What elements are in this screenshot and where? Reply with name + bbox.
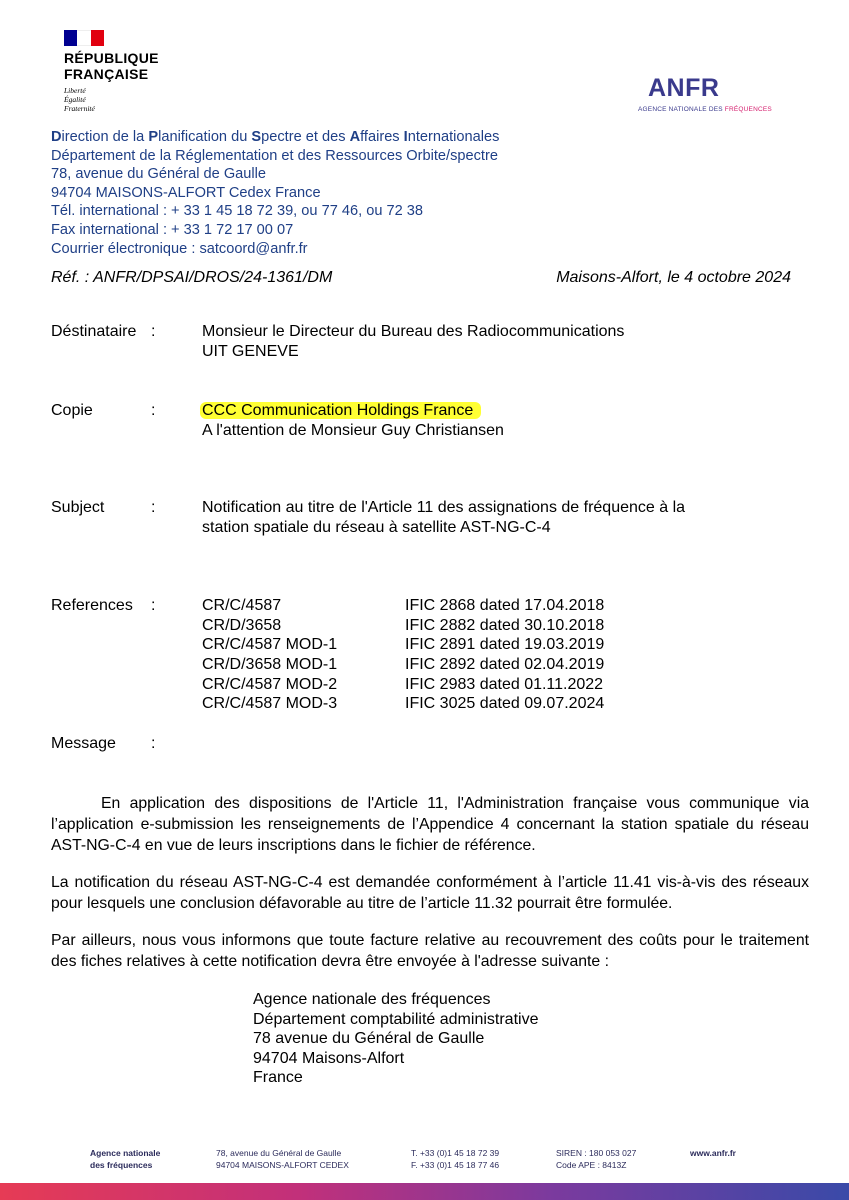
footer-address: 78, avenue du Général de Gaulle 94704 MAISONS-ALFORT CEDEX bbox=[216, 1148, 349, 1170]
reference-ific: IFIC 2891 dated 19.03.2019 bbox=[405, 636, 605, 653]
republique-francaise-logo bbox=[64, 30, 184, 113]
billing-address: Agence nationale des fréquences Département comptabilité administrative 78 avenue du Général de Gaulle 94704 Maisons-Alfort France bbox=[253, 991, 539, 1087]
colon: : bbox=[151, 402, 156, 419]
city-line: 94704 MAISONS-ALFORT Cedex France bbox=[51, 184, 321, 201]
body-paragraph-1: En application des dispositions de l'Article 11, l'Administration française vous communique via l’application e-submission les renseignements de l’Appendice 4 concernant la station spatiale du réseau AST-NG-C-4 en vue de leurs inscriptions dans le fichier de référence. bbox=[51, 795, 809, 854]
reference-code: CR/C/4587 MOD-1 bbox=[202, 636, 338, 653]
reference-code: CR/C/4587 MOD-3 bbox=[202, 695, 338, 712]
street-line: 78, avenue du Général de Gaulle bbox=[51, 166, 267, 183]
colon: : bbox=[151, 323, 156, 340]
reference-code: CR/C/4587 MOD-2 bbox=[202, 676, 338, 693]
anfr-waveform-icon bbox=[612, 26, 782, 78]
reference-ific: IFIC 2882 dated 30.10.2018 bbox=[405, 617, 605, 634]
subject-value: Notification au titre de l'Article 11 des assignations de fréquence à la station spatiale du réseau à satellite AST-NG-C-4 bbox=[202, 499, 686, 536]
reference-ific: IFIC 2892 dated 02.04.2019 bbox=[405, 656, 605, 673]
french-flag-icon bbox=[64, 30, 104, 46]
email-line: Courrier électronique : satcoord@anfr.fr bbox=[51, 240, 308, 257]
footer-website-link[interactable]: www.anfr.fr bbox=[690, 1148, 736, 1158]
footer-gradient-bar bbox=[0, 1183, 849, 1200]
message-label: Message bbox=[51, 735, 116, 752]
footer-phone: T. +33 (0)1 45 18 72 39 F. +33 (0)1 45 18 77 46 bbox=[411, 1148, 500, 1170]
rf-motto: Liberté Égalité Fraternité bbox=[64, 86, 95, 113]
body-paragraph-3: Par ailleurs, nous vous informons que toute facture relative au recouvrement des coûts pour le traitement des fiches relatives à cette notification devra être envoyée à l'adresse suivante : bbox=[51, 932, 809, 970]
subject-label: Subject bbox=[51, 499, 105, 516]
place-date: Maisons-Alfort, le 4 octobre 2024 bbox=[556, 269, 791, 286]
destinataire-value: Monsieur le Directeur du Bureau des Radiocommunications UIT GENEVE bbox=[202, 323, 625, 360]
references-label: References bbox=[51, 597, 133, 614]
reference-code: CR/C/4587 bbox=[202, 597, 282, 614]
reference-code: CR/D/3658 MOD-1 bbox=[202, 656, 338, 673]
anfr-wordmark: ANFR bbox=[648, 74, 720, 102]
direction-title: Direction de la Planification du Spectre et des Affaires Internationales bbox=[51, 129, 500, 145]
rf-name: RÉPUBLIQUE FRANÇAISE bbox=[64, 50, 159, 82]
colon: : bbox=[151, 499, 156, 516]
anfr-logo bbox=[612, 26, 782, 121]
reference-ific: IFIC 3025 dated 09.07.2024 bbox=[405, 695, 605, 712]
footer-agency: Agence nationale des fréquences bbox=[90, 1148, 161, 1170]
reference-number: Réf. : ANFR/DPSAI/DROS/24-1361/DM bbox=[51, 269, 333, 286]
body-paragraph-2: La notification du réseau AST-NG-C-4 est demandée conformément à l’article 11.41 vis-à-vis des réseaux pour lesquels une conclusion défavorable au titre de l’article 11.32 pourrait être formulée. bbox=[51, 874, 809, 912]
phone-line: Tél. international : + 33 1 45 18 72 39, ou 77 46, ou 72 38 bbox=[51, 203, 424, 220]
reference-ific: IFIC 2983 dated 01.11.2022 bbox=[405, 676, 604, 693]
highlighted-recipient: CCC Communication Holdings France bbox=[200, 402, 481, 419]
department-line: Département de la Réglementation et des Ressources Orbite/spectre bbox=[51, 147, 498, 164]
colon: : bbox=[151, 597, 156, 614]
footer-siren: SIREN : 180 053 027 Code APE : 8413Z bbox=[556, 1148, 637, 1170]
copie-label: Copie bbox=[51, 402, 93, 419]
destinataire-label: Déstinataire bbox=[51, 323, 137, 340]
colon: : bbox=[151, 735, 156, 752]
copie-value: CCC Communication Holdings France A l'attention de Monsieur Guy Christiansen bbox=[202, 402, 504, 439]
sender-address-block bbox=[51, 128, 499, 258]
reference-ific: IFIC 2868 dated 17.04.2018 bbox=[405, 597, 605, 614]
fax-line: Fax international : + 33 1 72 17 00 07 bbox=[51, 221, 294, 238]
reference-code: CR/D/3658 bbox=[202, 617, 282, 634]
anfr-tagline: AGENCE NATIONALE DES FRÉQUENCES bbox=[638, 106, 772, 113]
